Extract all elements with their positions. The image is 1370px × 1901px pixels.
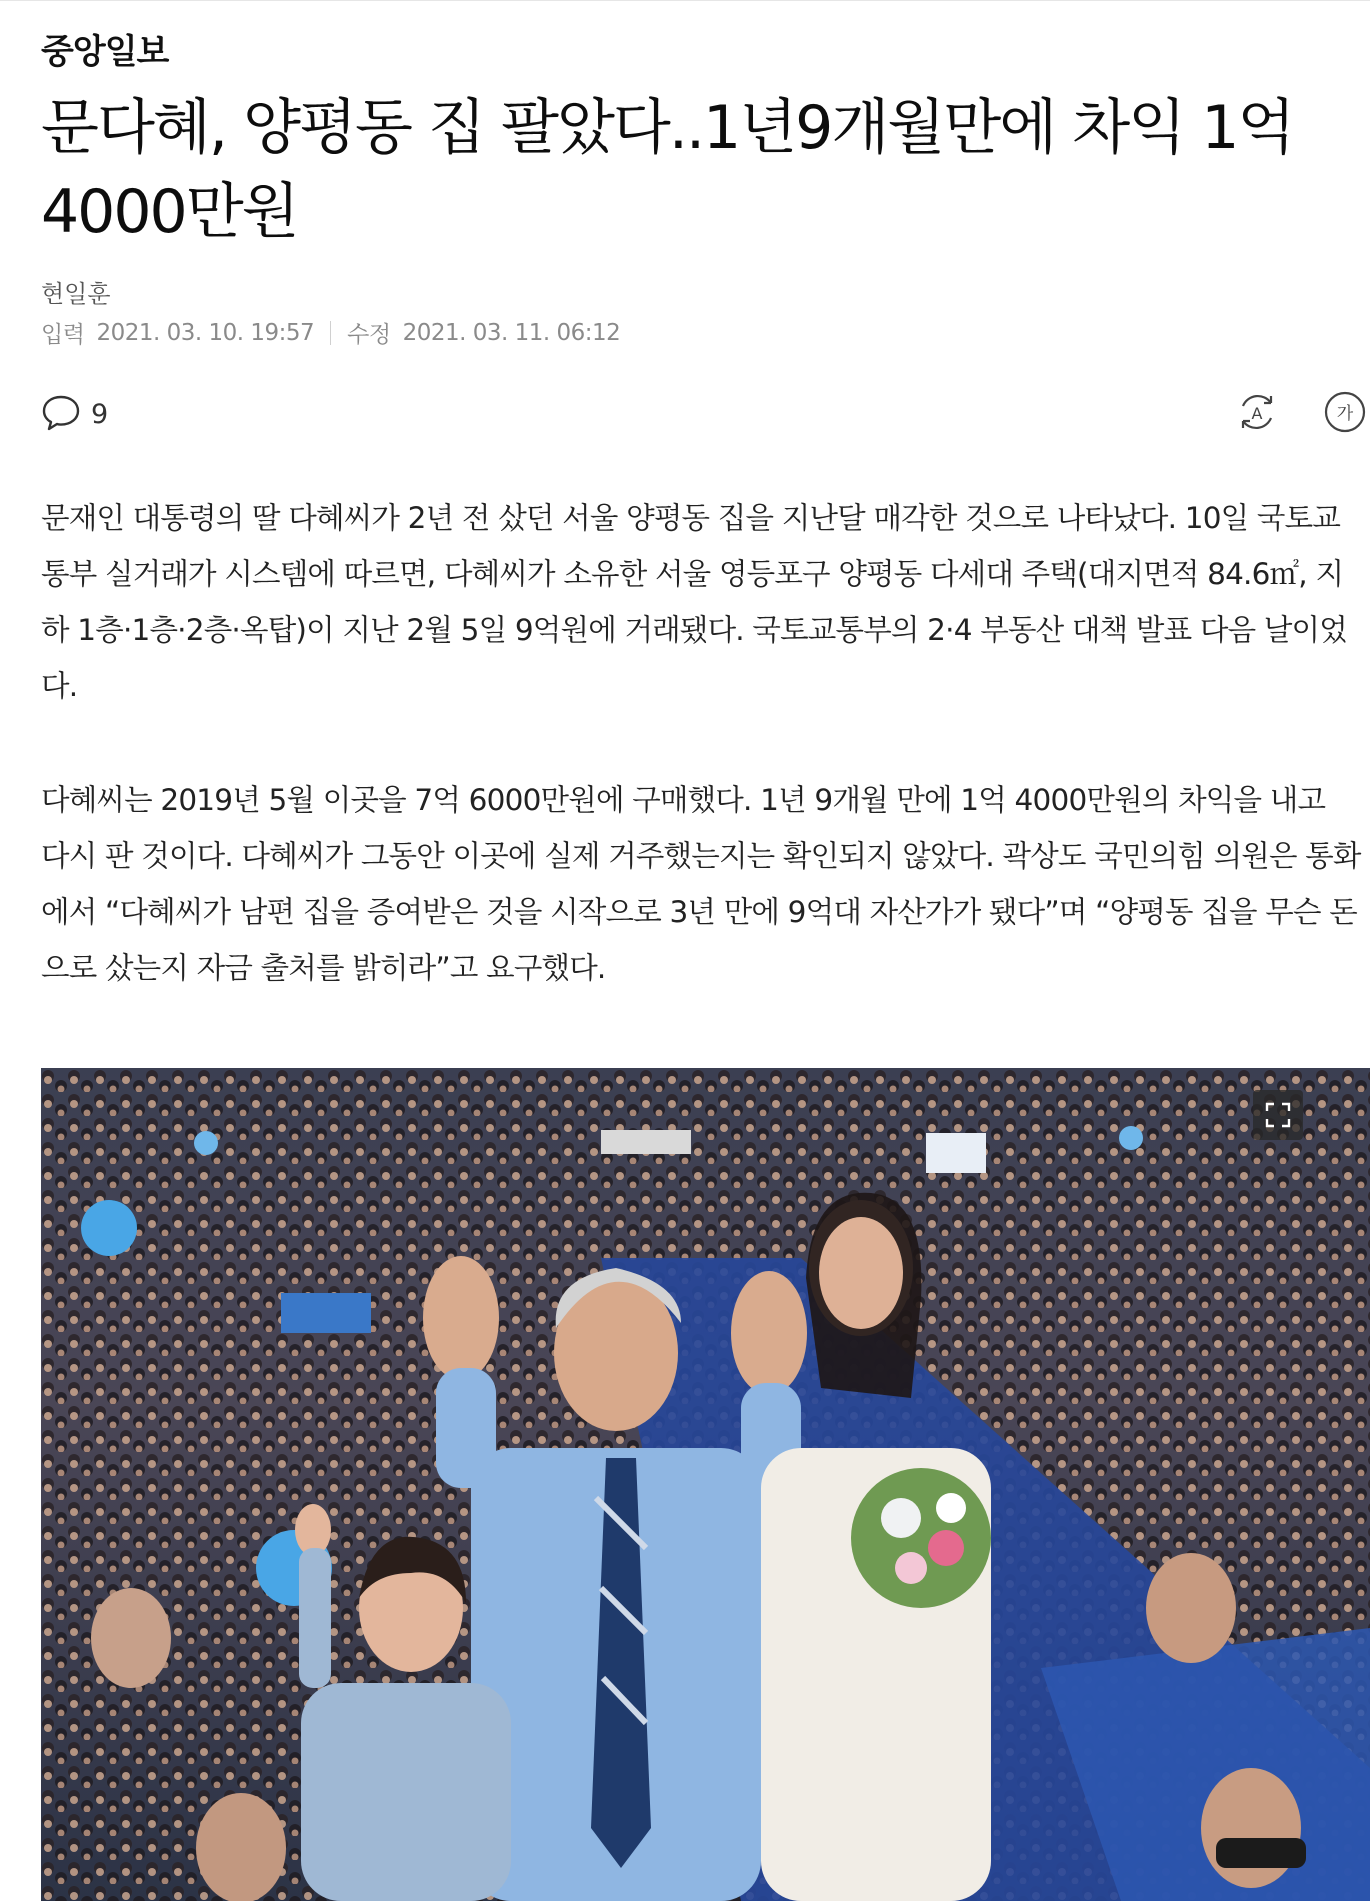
svg-text:A: A <box>1251 404 1263 423</box>
article-paragraph-2: 다혜씨는 2019년 5월 이곳을 7억 6000만원에 구매했다. 1년 9개월 만에 1억 4000만원의 차익을 내고 다시 판 것이다. 다혜씨가 그동안 이곳에 실제 거주했는지는 확인되지 않았다. 곽상도 국민의힘 의원은 통화에서 “다혜씨가 남편 집을 증여받은 것을 시작으로 3년 만에 9억대 자산가가 됐다”며 “양평동 집을 무슨 돈으로 샀는지 자금 출처를 밝히라”고 요구했다. <box>41 783 1361 985</box>
translate-icon <box>1234 404 1280 439</box>
published-date: 2021. 03. 10. 19:57 <box>96 319 315 346</box>
modified-date: 2021. 03. 11. 06:12 <box>402 319 621 346</box>
top-divider <box>0 0 1370 5</box>
speech-bubble-icon <box>41 392 81 436</box>
published-label: 입력 <box>41 322 85 348</box>
font-size-button[interactable] <box>1322 389 1368 435</box>
article-paragraph-1: 문재인 대통령의 딸 다혜씨가 2년 전 샀던 서울 양평동 집을 지난달 매각한 것으로 나타났다. 10일 국토교통부 실거래가 시스템에 따르면, 다혜씨가 소유한 서울 영등포구 양평동 다세대 주택(대지면적 84.6㎡, 지하 1층·1층·2층·옥탑)이 지난 2월 5일 9억원에 거래됐다. 국토교통부의 2·4 부동산 대책 발표 다음 날이었다. <box>41 501 1347 703</box>
date-separator <box>330 321 331 345</box>
author-name[interactable]: 현일훈 <box>41 280 111 308</box>
font-size-icon <box>1322 404 1368 439</box>
comment-count: 9 <box>91 398 109 430</box>
article-photo[interactable] <box>41 1068 1370 1901</box>
svg-text:가: 가 <box>1336 404 1354 424</box>
crowd-photo-illustration <box>41 1068 1370 1901</box>
brand-logo[interactable]: 중앙일보 <box>41 32 169 72</box>
translate-button[interactable] <box>1234 389 1280 435</box>
expand-photo-button[interactable] <box>1253 1090 1303 1140</box>
article-dates <box>41 316 620 349</box>
article-headline: 문다혜, 양평동 집 팔았다..1년9개월만에 차익 1억 4000만원 <box>41 93 1294 247</box>
expand-icon <box>1253 1125 1303 1144</box>
modified-label: 수정 <box>347 322 391 348</box>
comments-button[interactable] <box>41 392 108 436</box>
